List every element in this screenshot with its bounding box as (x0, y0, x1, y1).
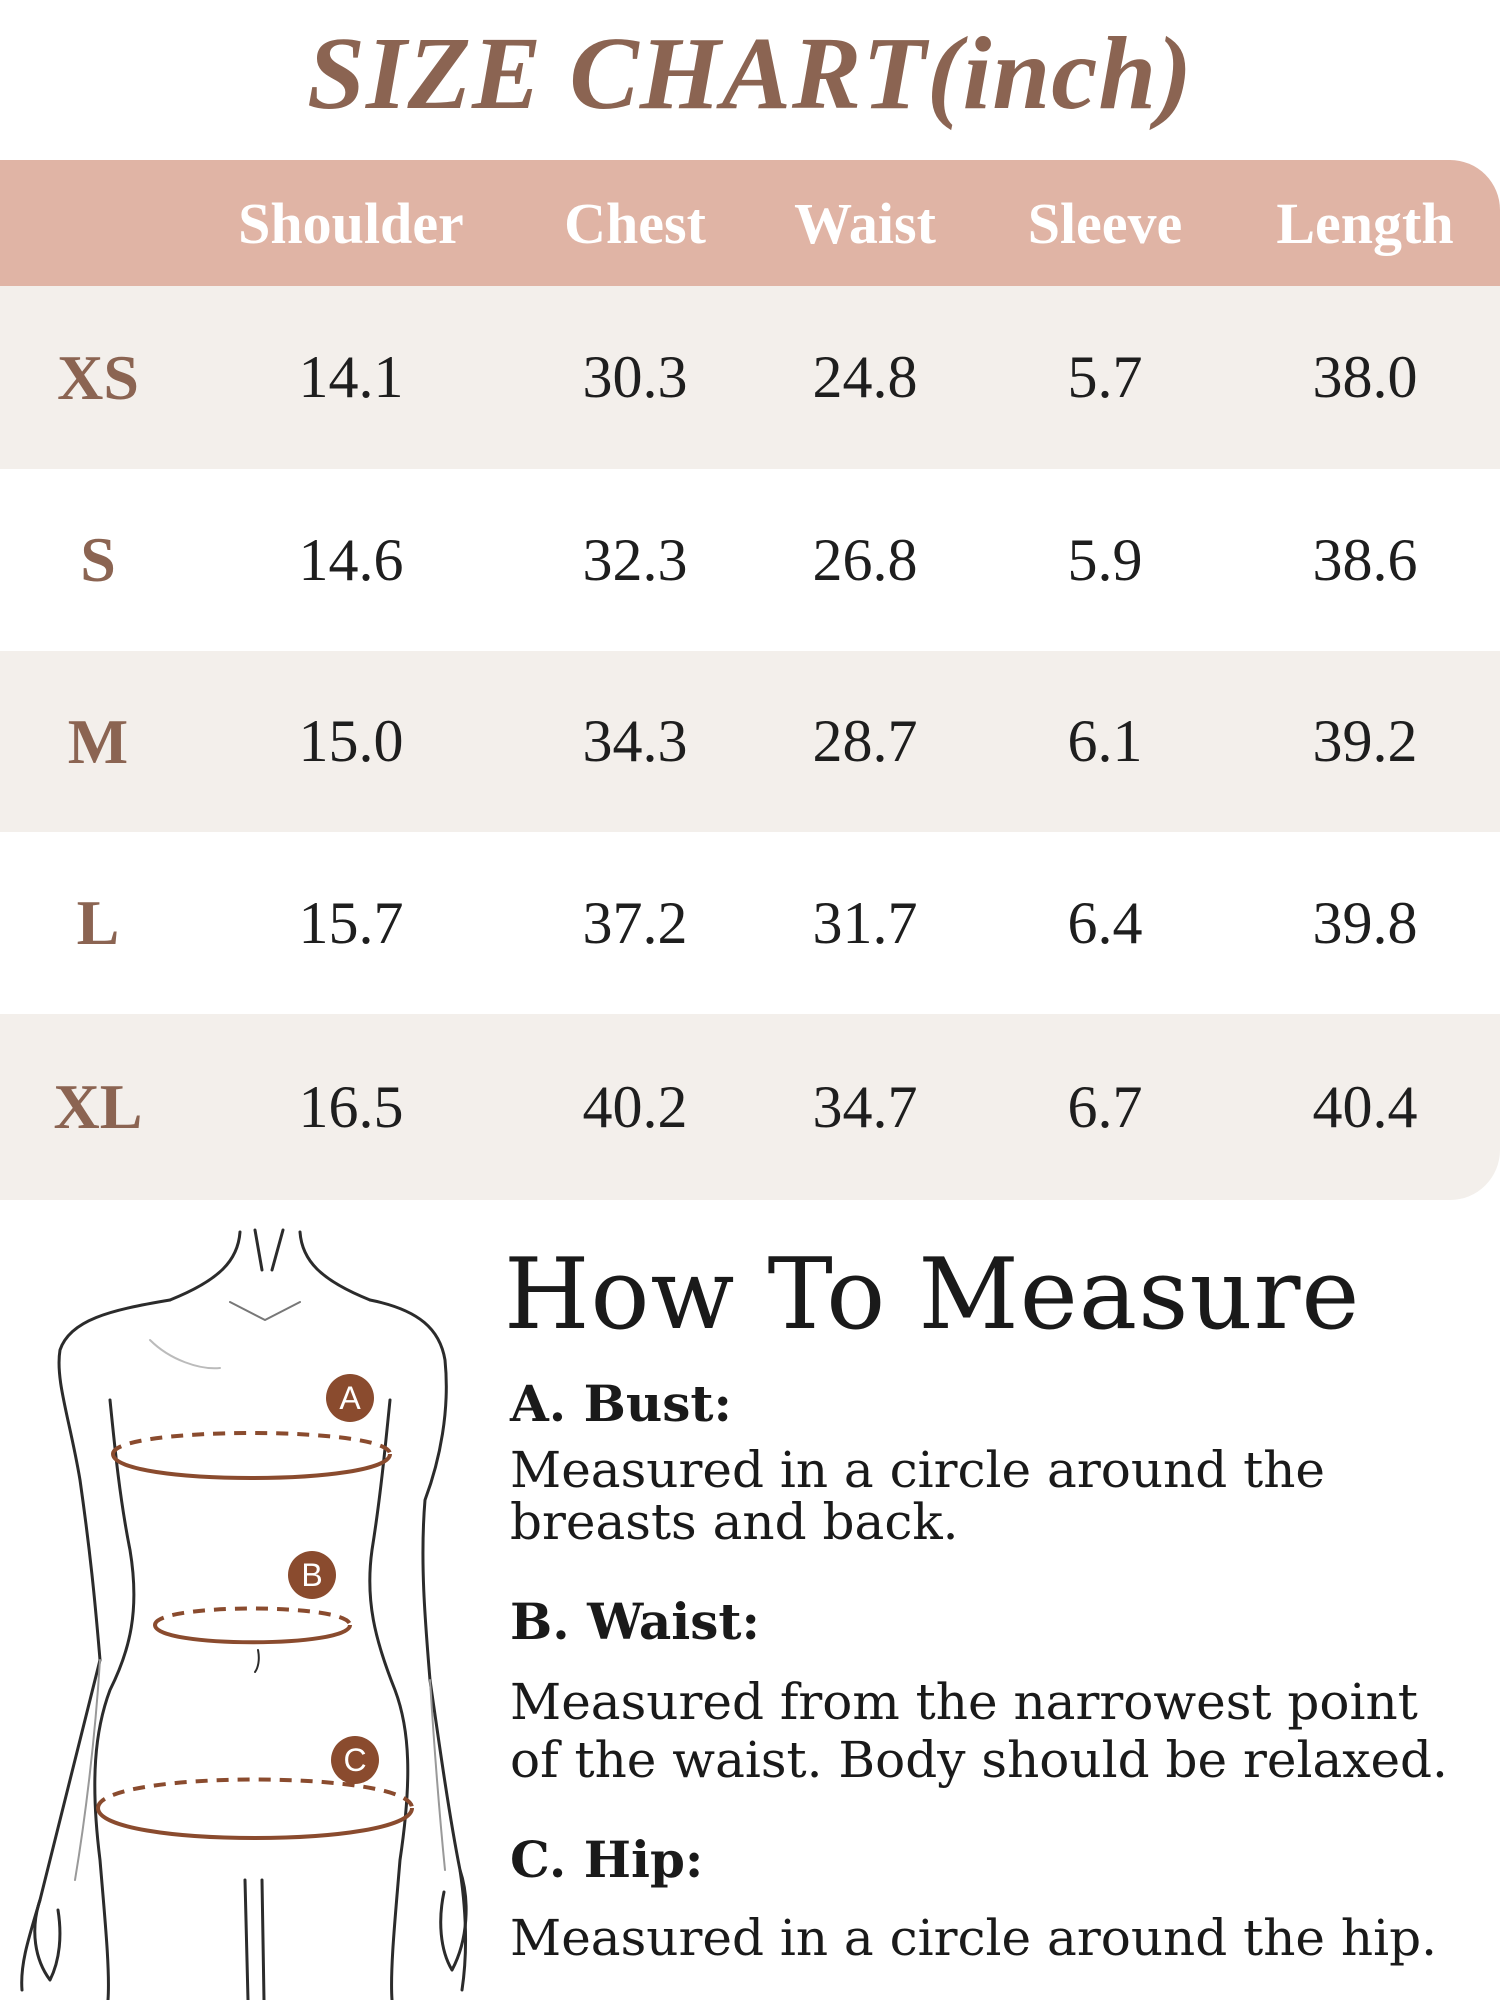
table-cell: 31.7 (812, 889, 918, 956)
bust-measure-loop (113, 1433, 390, 1478)
table-cell: 14.6 (298, 526, 404, 593)
bust-label: A. Bust: (510, 1374, 732, 1433)
table-cell: 16.5 (298, 1073, 404, 1140)
hip-label: C. Hip: (510, 1830, 704, 1889)
table-cell: 6.1 (1067, 708, 1143, 774)
table-cell: 34.3 (582, 708, 688, 774)
table-cell: 26.8 (812, 526, 918, 593)
hip-measure-loop (98, 1780, 412, 1839)
table-row (0, 286, 1500, 469)
table-header-row (0, 160, 1500, 286)
col-header-chest: Chest (564, 190, 706, 256)
table-cell: 32.3 (582, 526, 688, 593)
body-measure-illustration (0, 1220, 500, 2000)
table-cell: 5.9 (1067, 526, 1143, 593)
table-cell: 39.2 (1312, 708, 1418, 774)
size-label: XS (57, 341, 139, 413)
table-cell: 6.7 (1067, 1073, 1143, 1140)
table-cell: 15.7 (298, 889, 404, 956)
waist-measure-loop (155, 1609, 350, 1643)
table-cell: 30.3 (582, 344, 688, 410)
table-cell: 6.4 (1067, 889, 1143, 956)
page-title-wrap (0, 16, 1500, 131)
page-title: SIZE CHART(inch) (307, 16, 1193, 131)
table-row (0, 832, 1500, 1014)
marker-b-label: B (301, 1557, 323, 1593)
marker-a (326, 1374, 374, 1422)
how-to-measure-heading: How To Measure (504, 1238, 1361, 1352)
table-cell: 28.7 (812, 708, 918, 774)
waist-label: B. Waist: (510, 1592, 760, 1651)
table-cell: 38.6 (1312, 526, 1418, 593)
marker-c-label: C (343, 1742, 367, 1778)
hip-description-line1: Measured in a circle around the hip. (510, 1909, 1438, 1967)
marker-a-label: A (339, 1380, 361, 1416)
table-cell: 40.2 (582, 1073, 688, 1140)
col-header-waist: Waist (794, 190, 936, 256)
size-label: XL (53, 1071, 143, 1142)
body-outline (22, 1230, 466, 2000)
bust-description-line1: Measured in a circle around the (510, 1441, 1326, 1499)
size-table (0, 160, 1500, 1200)
table-row (0, 651, 1500, 832)
table-cell: 40.4 (1312, 1073, 1418, 1140)
marker-c (331, 1736, 379, 1784)
marker-b (288, 1551, 336, 1599)
table-cell: 37.2 (582, 889, 688, 956)
size-label: M (67, 705, 129, 777)
table-cell: 39.8 (1312, 889, 1418, 956)
table-row (0, 469, 1500, 651)
waist-description-line1: Measured from the narrowest point (510, 1673, 1418, 1731)
col-header-sleeve: Sleeve (1027, 190, 1183, 256)
table-row (0, 1014, 1500, 1200)
size-label: L (76, 887, 120, 958)
table-cell: 34.7 (812, 1073, 918, 1140)
table-cell: 5.7 (1067, 344, 1143, 410)
table-cell: 15.0 (298, 708, 404, 774)
bust-description-line2: breasts and back. (510, 1493, 959, 1551)
waist-description-line2: of the waist. Body should be relaxed. (510, 1731, 1448, 1789)
table-cell: 24.8 (812, 344, 918, 410)
col-header-length: Length (1276, 190, 1454, 256)
col-header-shoulder: Shoulder (238, 190, 464, 256)
size-label: S (80, 524, 116, 595)
table-cell: 14.1 (298, 344, 404, 410)
table-cell: 38.0 (1312, 344, 1418, 410)
